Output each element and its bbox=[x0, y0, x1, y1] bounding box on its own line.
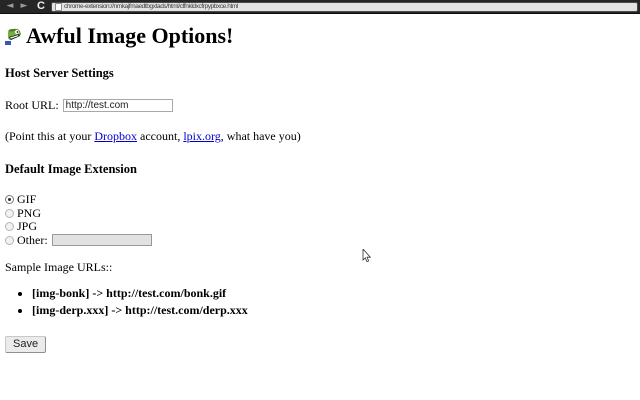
sample-url-item: • [img-bonk] -> http://test.com/bonk.gif bbox=[32, 285, 640, 302]
radio-jpg-label: JPG bbox=[17, 219, 38, 234]
host-settings-heading: Host Server Settings bbox=[5, 66, 114, 80]
radio-row-gif bbox=[5, 193, 640, 207]
hint-mid: account, bbox=[137, 129, 184, 143]
back-icon[interactable]: ◄ bbox=[6, 1, 14, 11]
radio-gif[interactable] bbox=[5, 195, 14, 204]
root-url-input[interactable] bbox=[63, 99, 173, 112]
sample-url-item: • [img-derp.xxx] -> http://test.com/derp.xxx bbox=[32, 302, 640, 319]
sample-urls-list bbox=[5, 285, 640, 319]
address-url: chrome-extension://nmkajfmaedtbgxtads/html/cffnkldxcfrpypbxce.html bbox=[64, 3, 238, 10]
radio-row-other bbox=[5, 234, 640, 248]
hint-suffix: , what have you) bbox=[220, 129, 301, 143]
sample-urls-heading: Sample Image URLs:: bbox=[5, 260, 113, 274]
root-url-row bbox=[5, 98, 640, 113]
radio-other-label: Other: bbox=[17, 232, 48, 247]
dropbox-link[interactable]: Dropbox bbox=[94, 129, 138, 143]
forward-icon[interactable]: ► bbox=[20, 1, 28, 11]
page-content bbox=[0, 23, 640, 353]
page-title bbox=[5, 23, 640, 49]
frog-icon bbox=[5, 28, 22, 45]
other-extension-input[interactable] bbox=[52, 234, 152, 246]
page-title-text: Awful Image Options! bbox=[26, 23, 234, 48]
radio-png[interactable] bbox=[5, 209, 14, 218]
page-favicon-icon bbox=[55, 3, 62, 11]
radio-row-jpg bbox=[5, 220, 640, 234]
lpix-link[interactable]: lpix.org bbox=[183, 129, 221, 143]
default-extension-heading: Default Image Extension bbox=[5, 162, 137, 176]
radio-other[interactable] bbox=[5, 236, 14, 245]
save-button[interactable]: Save bbox=[5, 336, 46, 353]
radio-jpg[interactable] bbox=[5, 222, 14, 231]
address-bar[interactable] bbox=[51, 2, 638, 12]
radio-row-png bbox=[5, 207, 640, 221]
hint-prefix: (Point this at your bbox=[5, 129, 95, 143]
root-url-label: Root URL: bbox=[5, 98, 59, 112]
radio-png-label: PNG bbox=[17, 205, 42, 220]
host-hint bbox=[5, 129, 640, 144]
browser-topbar bbox=[0, 0, 640, 14]
browser-logo-icon: C bbox=[37, 0, 45, 12]
radio-gif-label: GIF bbox=[17, 192, 37, 207]
extension-radio-group bbox=[5, 193, 640, 247]
